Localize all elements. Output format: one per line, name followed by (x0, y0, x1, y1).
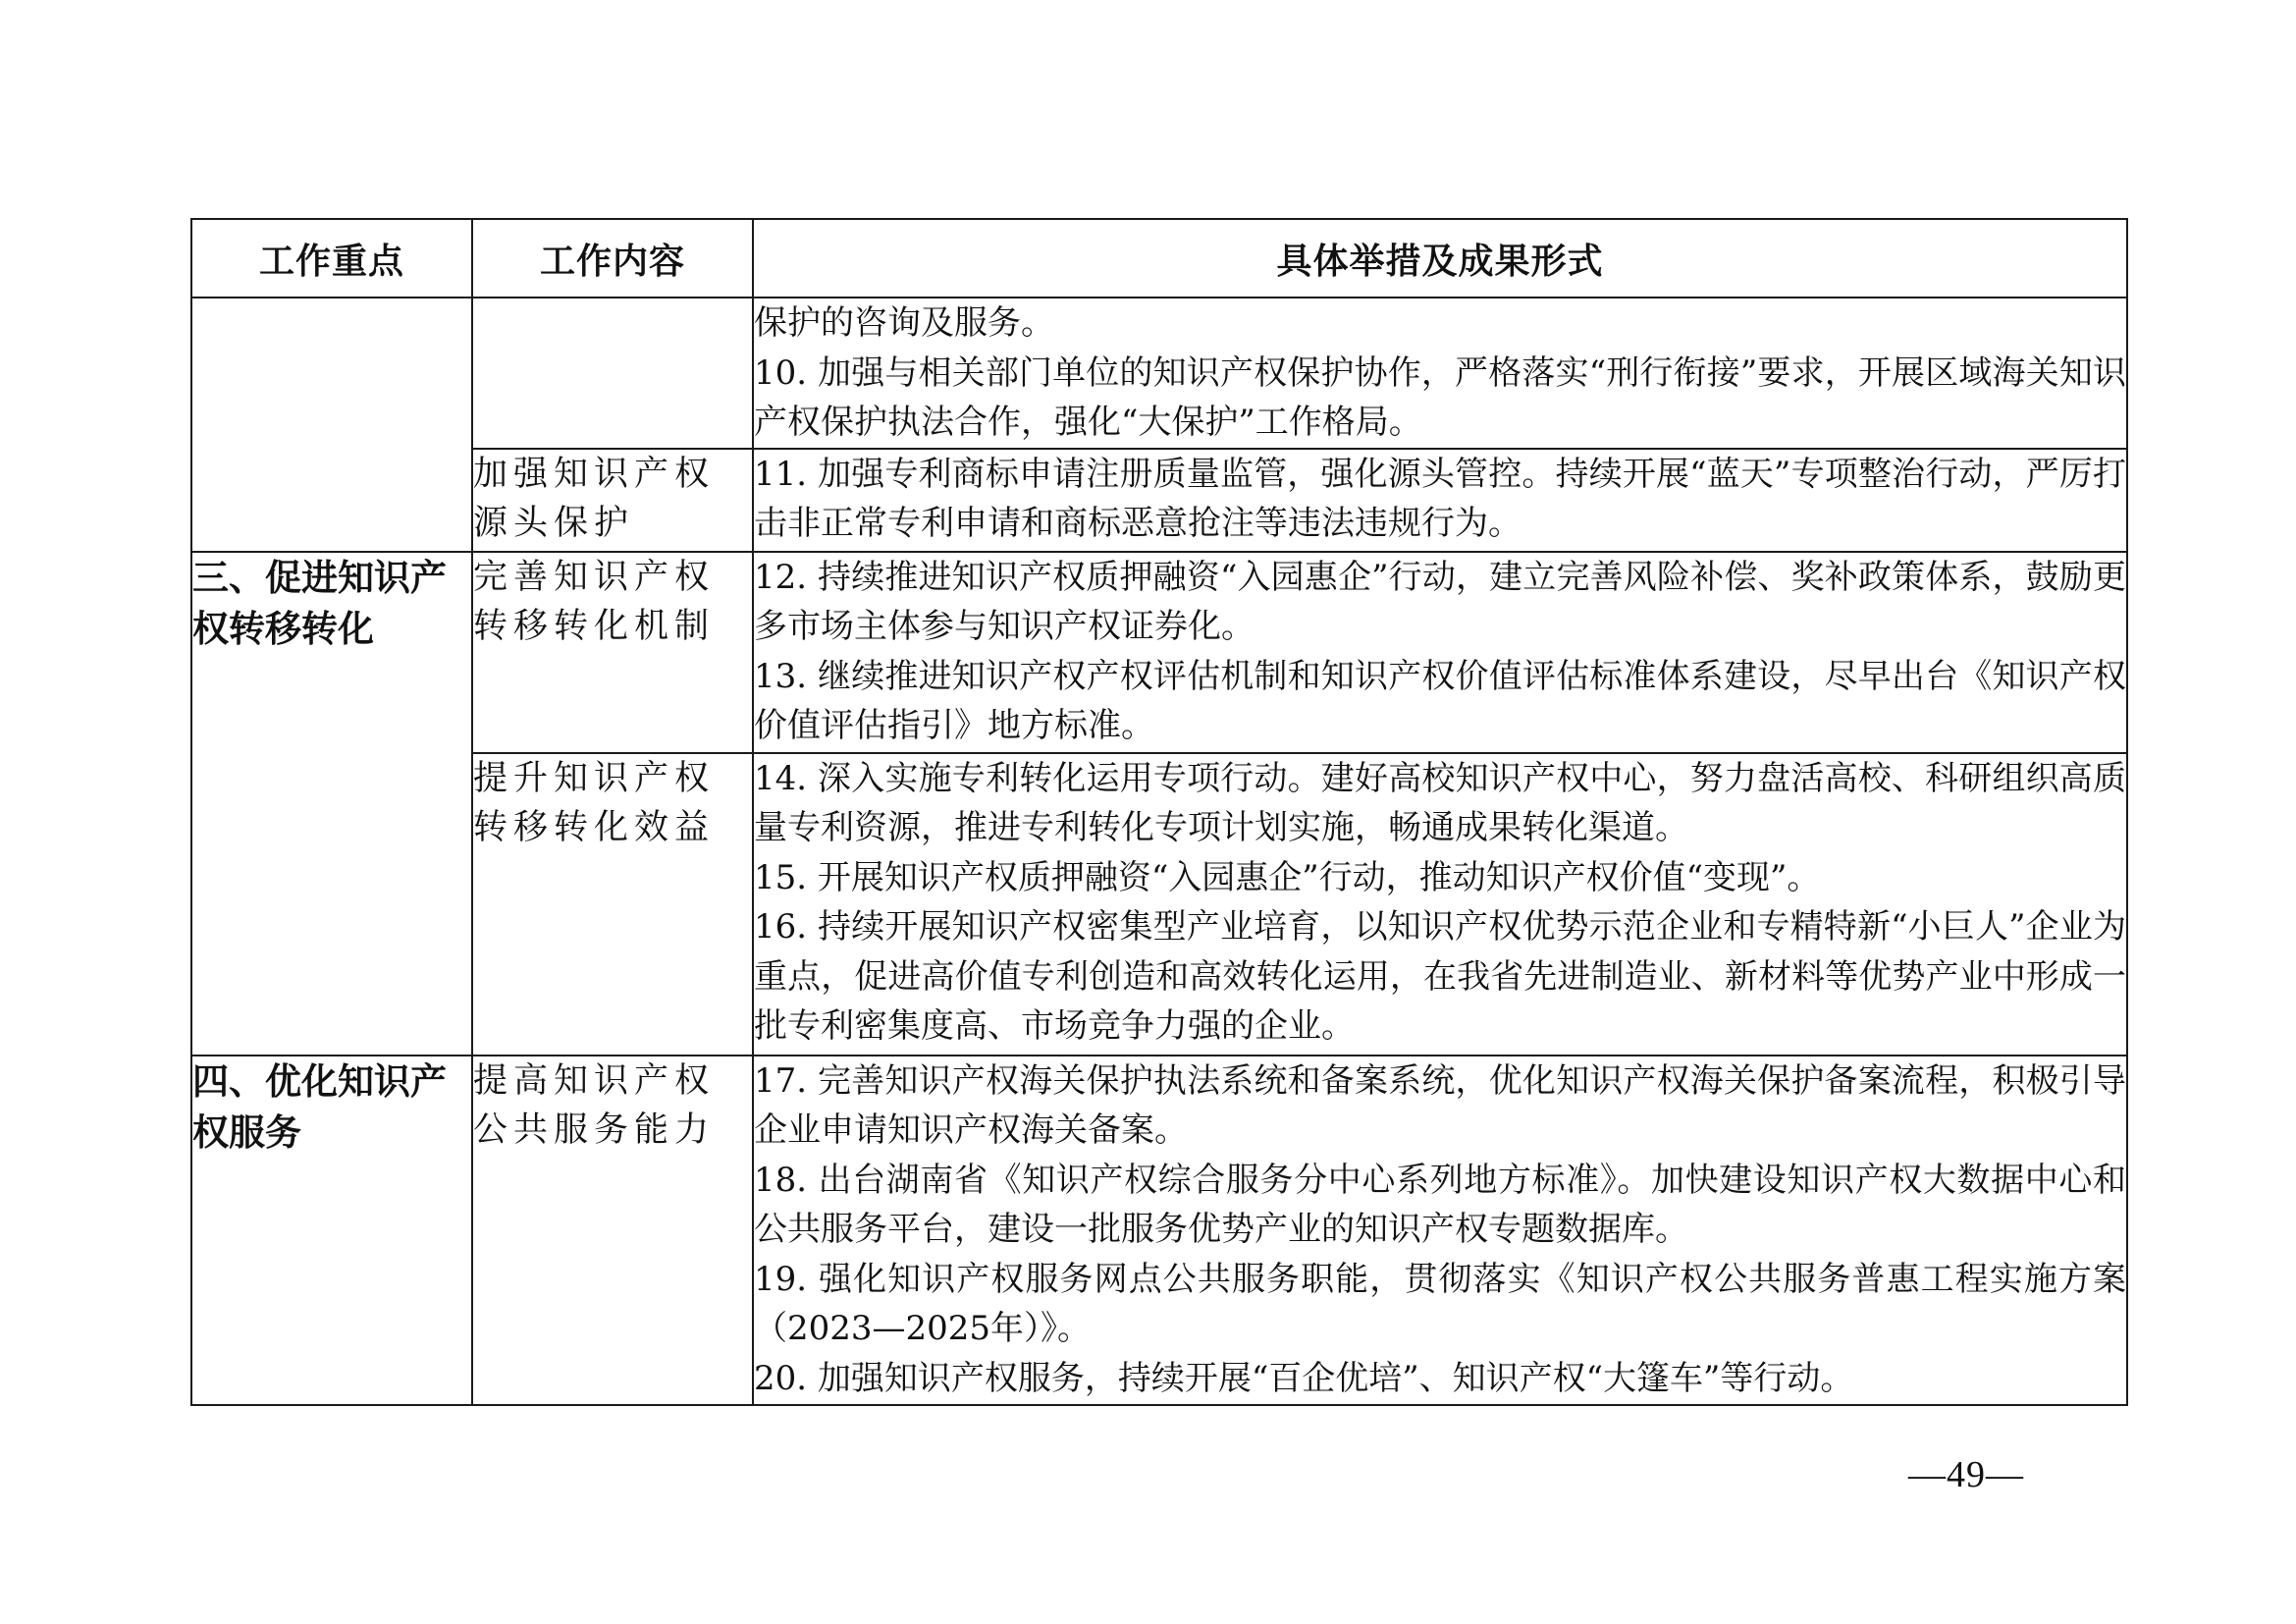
measure-item: 11. 加强专利商标申请注册质量监管，强化源头管控。持续开展“蓝天”专项整治行动，严厉打击非正常专利申请和商标恶意抢注等违法违规行为。 (754, 454, 2126, 543)
header-row (191, 219, 2127, 298)
measures-cell (753, 298, 2127, 449)
work-focus-cell (191, 298, 472, 552)
measure-item: 14. 深入实施专利转化运用专项行动。建好高校知识产权中心，努力盘活高校、科研组织高质量专利资源，推进专利转化专项计划实施，畅通成果转化渠道。 (754, 758, 2126, 847)
measure-item: 10. 加强与相关部门单位的知识产权保护协作，严格落实“刑行衔接”要求，开展区域海关知识产权保护执法合作，强化“大保护”工作格局。 (754, 352, 2126, 442)
measure-item: 13. 继续推进知识产权产权评估机制和知识产权价值评估标准体系建设，尽早出台《知识产权价值评估指引》地方标准。 (754, 656, 2126, 745)
work-plan-table-wrapper (190, 218, 2126, 1406)
header-work-content: 工作内容 (472, 219, 753, 298)
table-row (191, 1056, 2127, 1405)
work-content-cell (472, 298, 753, 449)
measure-item: 19. 强化知识产权服务网点公共服务职能，贯彻落实《知识产权公共服务普惠工程实施方案（2023—2025年）》。 (754, 1259, 2126, 1348)
table-row (191, 753, 2127, 1056)
measure-item: 15. 开展知识产权质押融资“入园惠企”行动，推动知识产权价值“变现”。 (754, 857, 1821, 897)
work-plan-table (190, 218, 2128, 1406)
measure-item: 16. 持续开展知识产权密集型产业培育，以知识产权优势示范企业和专精特新“小巨人”企业为重点，促进高价值专利创造和高效转化运用，在我省先进制造业、新材料等优势产业中形成一批专利密集度高、市场竞争力强的企业。 (754, 907, 2126, 1046)
work-focus-cell: 四、优化知识产权服务 (191, 1056, 472, 1405)
table-row (191, 298, 2127, 449)
work-content-cell: 提高知识产权公共服务能力 (472, 1056, 753, 1405)
table-row (191, 449, 2127, 552)
header-work-focus: 工作重点 (191, 219, 472, 298)
measures-cell (753, 449, 2127, 552)
measures-cell (753, 753, 2127, 1056)
measure-item: 17. 完善知识产权海关保护执法系统和备案系统，优化知识产权海关保护备案流程，积极引导企业申请知识产权海关备案。 (754, 1060, 2126, 1150)
measures-cell (753, 552, 2127, 753)
work-content-cell: 加强知识产权源头保护 (472, 449, 753, 552)
table-row (191, 552, 2127, 753)
measure-item: 12. 持续推进知识产权质押融资“入园惠企”行动，建立完善风险补偿、奖补政策体系，鼓励更多市场主体参与知识产权证券化。 (754, 557, 2126, 646)
measure-item: 保护的咨询及服务。 (754, 303, 1054, 343)
measure-item: 20. 加强知识产权服务，持续开展“百企优培”、知识产权“大篷车”等行动。 (754, 1358, 1854, 1398)
work-focus-cell: 三、促进知识产权转移转化 (191, 552, 472, 1056)
header-measures-and-outcomes: 具体举措及成果形式 (753, 219, 2127, 298)
work-content-cell: 提升知识产权转移转化效益 (472, 753, 753, 1056)
measures-cell (753, 1056, 2127, 1405)
work-content-cell: 完善知识产权转移转化机制 (472, 552, 753, 753)
page-number: —49— (1908, 1454, 2024, 1495)
measure-item: 18. 出台湖南省《知识产权综合服务分中心系列地方标准》。加快建设知识产权大数据中心和公共服务平台，建设一批服务优势产业的知识产权专题数据库。 (754, 1160, 2126, 1249)
